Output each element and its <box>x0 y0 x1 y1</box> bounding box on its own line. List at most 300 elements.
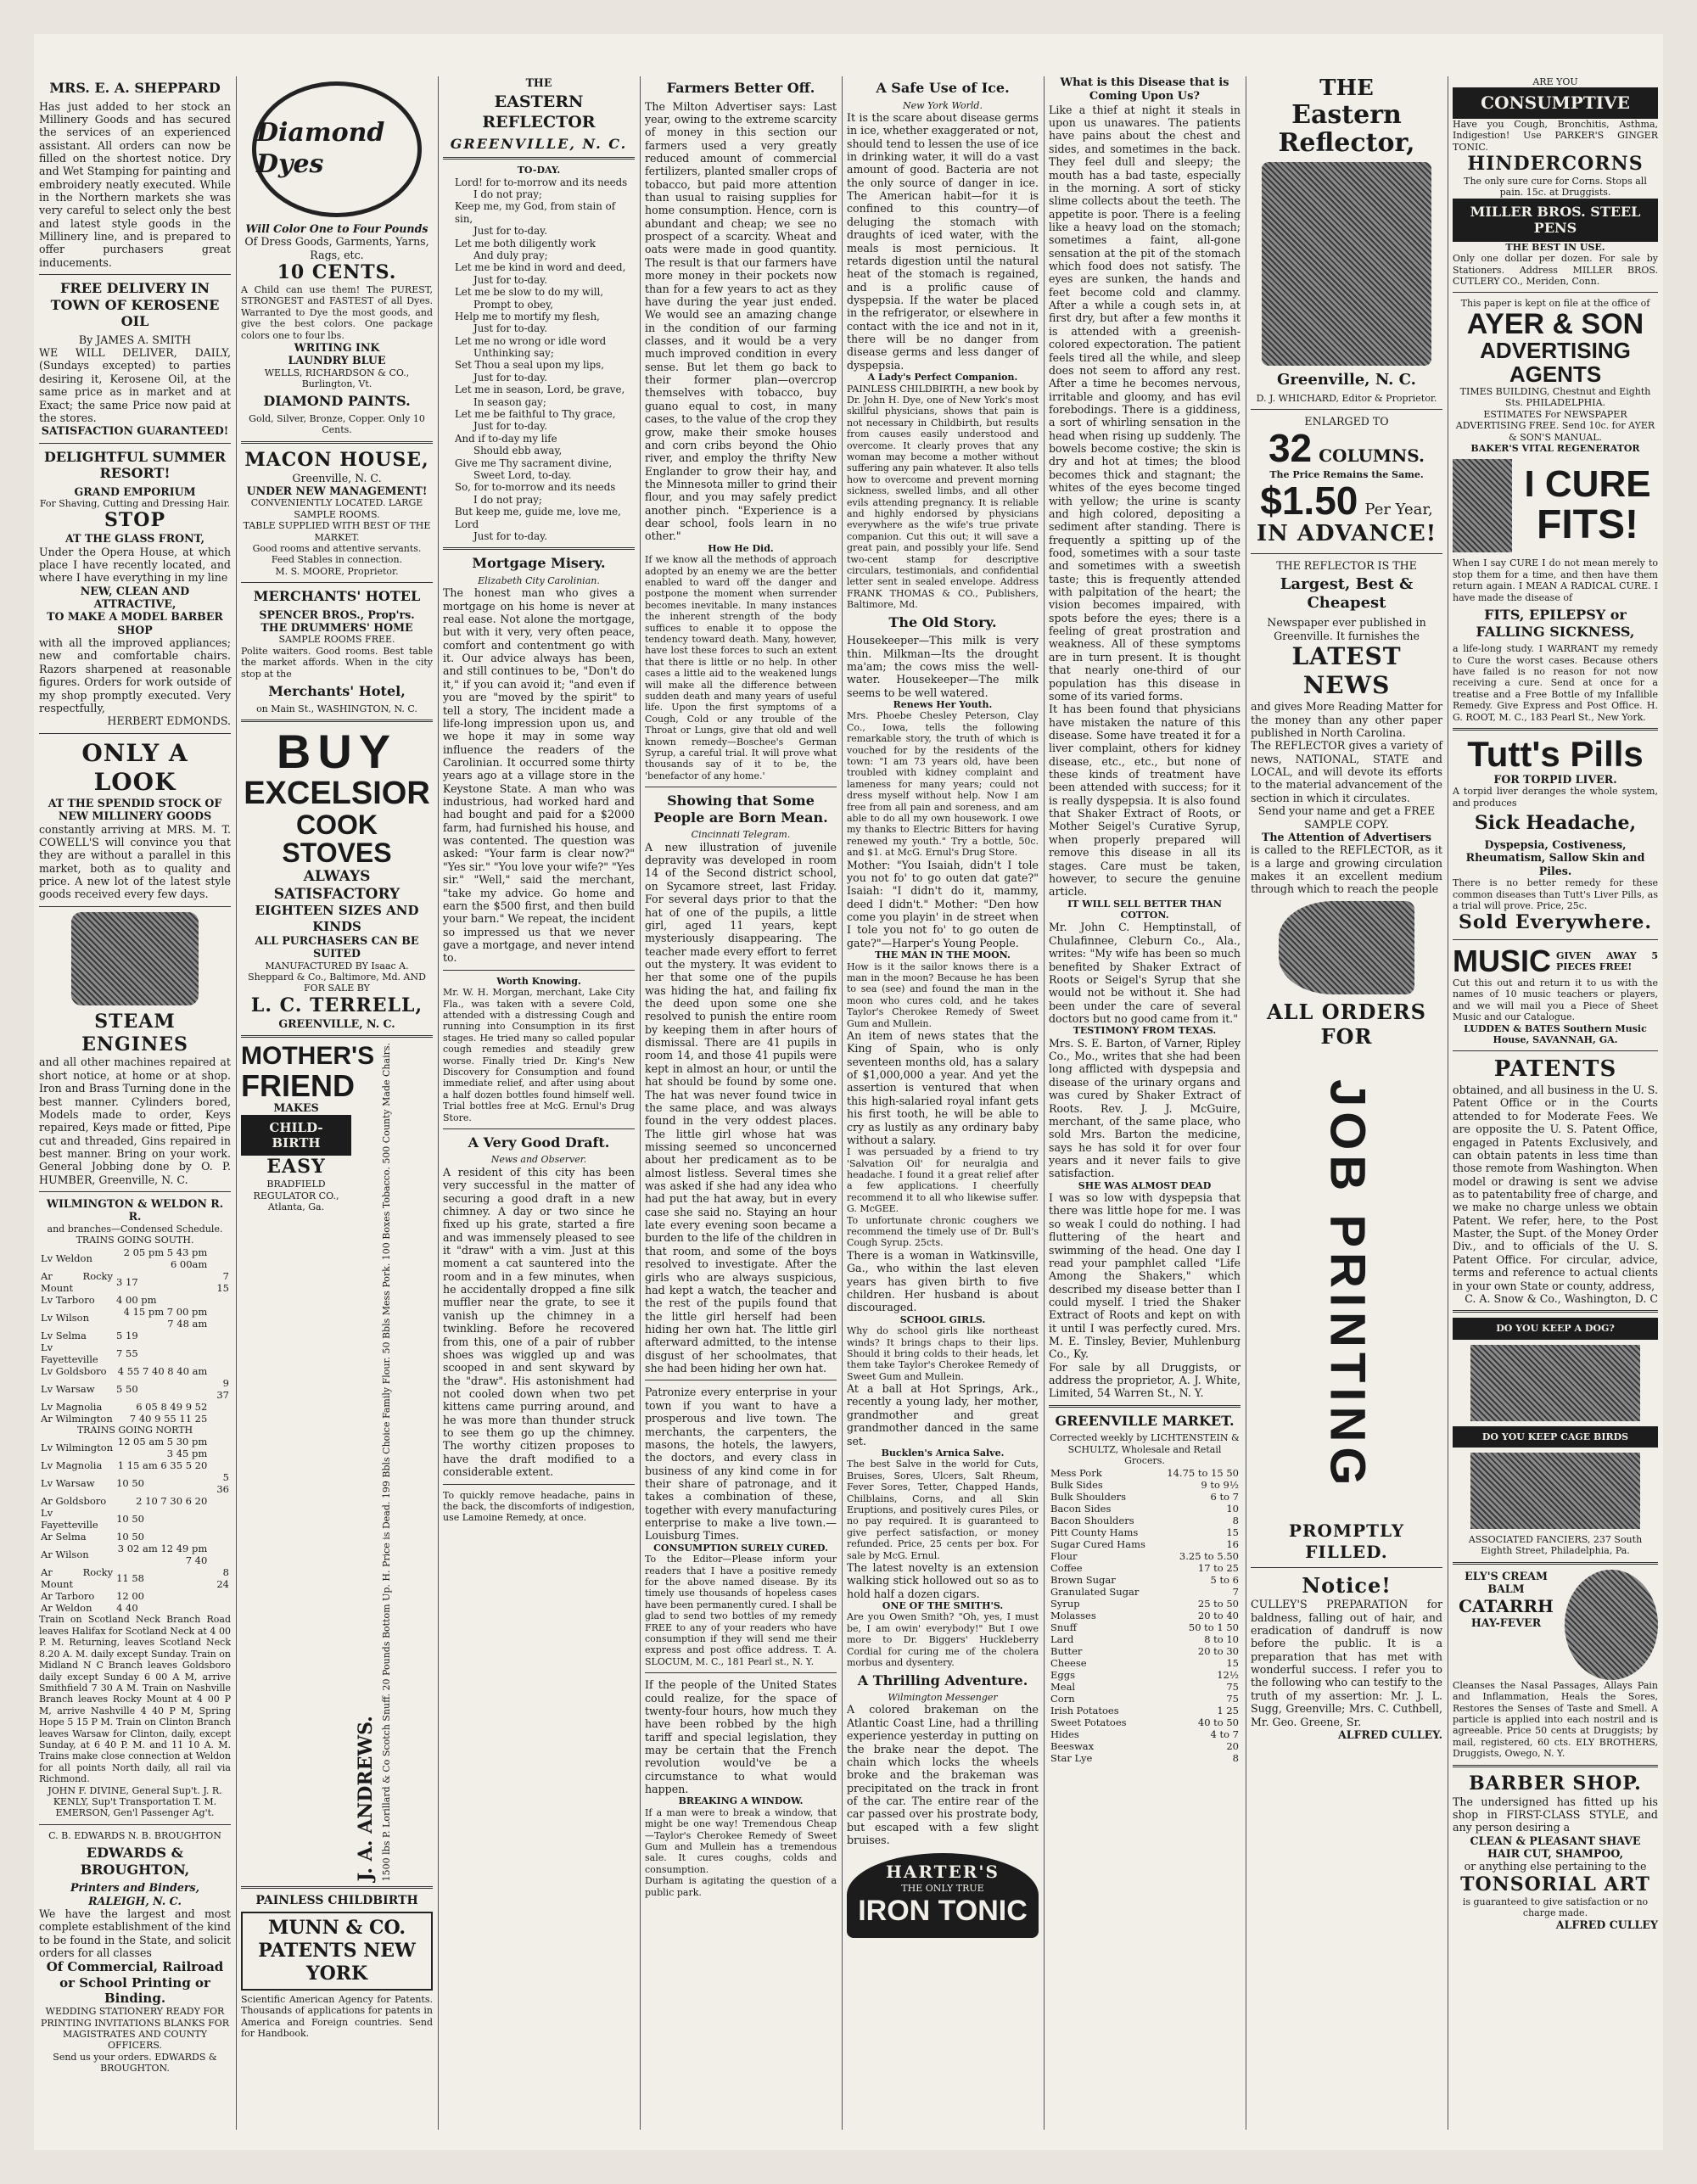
schedule-row-value <box>209 1590 231 1602</box>
column-4 <box>640 76 842 2130</box>
poem-line: Just for to-day. <box>473 420 547 433</box>
schedule-row-value: 2 10 7 30 6 20 <box>136 1495 208 1508</box>
texas-text: Mrs. S. E. Barton, of Varner, Ripley Co., Mo., writes that she had been long afflicted with dyspepsia and disease of the urinary organs and was cured by Shaker Extract of Roots. Rev. J. J. McGuire, merchant, of the same place, who sold Mrs. Barton the medicine, says he has sold it for over four years and it never fails to give satisfaction. <box>1049 1036 1241 1180</box>
glass-front: AT THE GLASS FRONT, <box>64 532 205 546</box>
macon-title: MACON HOUSE, <box>244 448 429 471</box>
market-row-value: 14.75 to 15 50 <box>1167 1466 1239 1479</box>
disease-title: What is this Disease that is Coming Upon Us? <box>1060 76 1229 103</box>
editor-line: D. J. WHICHARD, Editor & Proprietor. <box>1256 392 1437 404</box>
column-6 <box>1044 76 1246 2130</box>
poem-line: Just for to-day. <box>473 225 547 238</box>
market-sub: Corrected weekly by LICHTENSTEIN & SCHULTZ, Wholesale and Retail Grocers. <box>1050 1432 1240 1467</box>
merchants-title: MERCHANTS' HOTEL <box>253 588 421 605</box>
per-year: Per Year, <box>1364 501 1433 519</box>
always-satisfactory: ALWAYS SATISFACTORY <box>273 867 400 903</box>
market-row-value: 20 to 30 <box>1197 1644 1239 1657</box>
schedule-row-label: Ar Rocky Mount <box>41 1566 114 1591</box>
schedule-row <box>39 1495 231 1507</box>
reflector-is: THE REFLECTOR IS THE <box>1276 559 1417 573</box>
market-row-label: Bulk Sides <box>1050 1478 1103 1491</box>
steam-text: and all other machines repaired at short notice, at home or at shop. Iron and Brass Turning done in the best manner. Cylinders bored, Models made to order, Keys repaired, Keys made or fitted, Pipe cut and threaded, Gins repaired in best manner. Bring on your work. General Jobbing done by O. P. HUMBER, Greenville, N. C. <box>39 1056 231 1186</box>
schedule-south <box>39 1246 231 1425</box>
columns-label: COLUMNS. <box>1319 445 1425 467</box>
durham-text: Durham is agitating the question of a public park. <box>645 1875 837 1898</box>
advertisers-text: is called to the REFLECTOR, as it is a large and growing circulation makes it an excellent medium through which to reach the people <box>1251 843 1442 896</box>
schedule-row-value: 5 36 <box>216 1471 229 1496</box>
notice-heading: Notice! <box>1302 1573 1392 1599</box>
thrill-title: A Thrilling Adventure. <box>857 1672 1028 1688</box>
col3-end: To quickly remove headache, pains in the back, the discomforts of indigestion, use Lamoine Remedy, at once. <box>443 1489 635 1524</box>
today-title: TO-DAY. <box>517 165 561 176</box>
culley-sign-8: ALFRED CULLEY <box>1555 1918 1658 1932</box>
estimates-text: ESTIMATES For NEWSPAPER ADVERTISING FREE. Send 10c. for AYER & SON'S MANUAL. <box>1455 408 1655 443</box>
look-sub: AT THE SPENDID STOCK OF NEW MILLINERY GOODS <box>48 796 222 823</box>
tonsorial-line: TONSORIAL ART <box>1460 1873 1650 1896</box>
market-row-value: 12½ <box>1217 1668 1239 1681</box>
disease-text2: It has been found that physicians have mistaken the nature of this disease. Some have treated it for a liver complaint, others for kidney disease, etc., etc., but none of these kinds of treatment have been attended with success; for it is really dyspepsia. It is also found that Shaker Extract of Roots, or Mother Seigel's Curative Syrup, when properly prepared will remove this disease in all its stages. Care must be taken, however, to secure the genuine article. <box>1049 703 1241 899</box>
born-source: Cincinnati Telegram. <box>691 829 791 841</box>
edwards-wedding: WEDDING STATIONERY READY FOR PRINTING INVITATIONS BLANKS FOR MAGISTRATES AND COUNTY OFFICERS. <box>40 2006 230 2052</box>
market-row-label: Hides <box>1050 1728 1079 1740</box>
schedule-row-label: Lv Magnolia <box>41 1400 103 1413</box>
renew-text: Mrs. Phoebe Chesley Peterson, Clay Co., Iowa, tells the following remarkable story, the truth of which is vouched for by the residents of the town: "I am 73 years old, have been troubled with kidney complaint and lameness for many years; could not dress myself without help. Now I am free from all pain and soreness, and am able to do all my own housework. I owe my thanks to Electric Bitters for having renewed my youth." Try a bottle, 50c. and $1. at McG. Ernul's Drug Store. <box>847 710 1039 859</box>
fits-text2: a life-long study. I WARRANT my remedy to Cure the worst cases. Because others have failed is no reason for not now receiving a cure. Send at once for a treatise and a Free Bottle of my Infallible Remedy. Give Express and Post Office. H. G. ROOT, M. C., 183 Pearl St., New York. <box>1453 643 1658 723</box>
poem-line: Just for to-day. <box>473 529 547 542</box>
ice-text: It is the scare about disease germs in ice, whether exaggerated or not, should tend to lessen the use of ice in drinking water, it will do a vast amount of good. Bacteria are not the only source of danger in ice. The American habit—for it is confined to this country—of deluging the stomach with draughts of iced water, with the meals is most pernicious. It retards digestion until the natural heat of the stomach is regained, and is a prolific cause of dyspepsia. If the water be placed in the refrigerator, or elsewhere in contact with the ice and not in it, there will be no danger from disease germs and less danger of dyspepsia. <box>847 110 1039 372</box>
poem-line: So, for to-morrow and its needs <box>455 481 616 494</box>
consumption-text: To the Editor—Please inform your readers that I have a positive remedy for the above named disease. By its timely use thousands of hopeless cases have been permanently cured. I shall be glad to send two bottles of my remedy FREE to any of your readers who have consumption if they will send me their express and post office address. T. A. SLOCUM, M. C., 181 Pearl st., N. Y. <box>645 1554 837 1667</box>
market-row-value: 8 <box>1232 1514 1239 1526</box>
market-row-label: Sweet Potatoes <box>1050 1716 1127 1728</box>
merchants-place: on Main St., WASHINGTON, N. C. <box>256 703 417 714</box>
poem-line: Just for to-day. <box>473 371 547 384</box>
harter-sub: THE ONLY TRUE <box>901 1882 984 1894</box>
schedule-row-label: Lv Goldsboro <box>41 1364 107 1377</box>
schedule-row-value: 12 05 am 5 30 pm 3 45 pm <box>117 1436 208 1460</box>
market-row-value: 5 to 6 <box>1210 1573 1239 1586</box>
railroad-title: WILMINGTON & WELDON R. R. <box>46 1197 224 1224</box>
column-1 <box>34 76 236 2130</box>
miller-text: Only one dollar per dozen. For sale by Stationers. Address MILLER BROS. CUTLERY CO., Meriden, Conn. <box>1453 253 1658 287</box>
market-row-value: 40 to 50 <box>1197 1716 1239 1728</box>
stop-heading: STOP <box>104 509 165 532</box>
andrews-text: 1500 lbs P. Lorillard & Co Scotch Snuff. 20 Pounds Bottom Up. H. Price is Dead. 199 Bbls Choice Family Flour. 50 Bbls Mess Pork. 100 Boxes Tobacco. 500 County Made Chairs. <box>380 1043 392 1882</box>
market-row-value: 1 25 <box>1217 1704 1239 1716</box>
schedule-row-value: 1 15 am 6 35 5 20 <box>117 1459 208 1472</box>
schedule-row <box>39 1507 231 1531</box>
kerosene-title: FREE DELIVERY IN TOWN OF KEROSENE OIL <box>50 280 220 330</box>
market-row <box>1049 1574 1241 1586</box>
kerosene-text: WE WILL DELIVER, DAILY, (Sundays excepted) to parties desiring it, Kerosene Oil, at the same price as in market and at Exact; the same Price now paid at the stores. <box>39 346 231 424</box>
railroad-sub: and branches—Condensed Schedule. <box>47 1223 223 1235</box>
advertising-agents: ADVERTISING AGENTS <box>1480 338 1631 387</box>
barber-heading: BARBER SHOP. <box>1469 1772 1642 1795</box>
schedule-row-value <box>209 1330 231 1341</box>
market-row-label: Sugar Cured Hams <box>1050 1537 1145 1550</box>
schedule-row-value: 4 40 <box>116 1602 138 1615</box>
sheppard-text: Has just added to her stock an Millinery Goods and has secured the services of an experienced assistant. All orders can now be filled on the shortest notice. Dry and Wet Stamping for painting and embroidery neatly executed. While in the Northern markets she was very careful to select only the best and latest style goods in the Millinery line, and is prepared to offer purchasers great inducements. <box>39 99 231 269</box>
farmers-text: The Milton Advertiser says: Last year, owing to the extreme scarcity of money in this section our farmers used a very greatly reduced amount of commercial fertilizers, planted smaller crops of tobacco, but paid more attention than usual to raising supplies for home consumption. Hence, corn is abundant and cheap; we see no prospect of a scarcity. Wheat and oats were made in good quantity. The result is that our farmers have more money in their pockets now than for a few years to act as they have during the year just ended. We would see an amazing change in the condition of our farming classes, and it would be a very much improved condition in every sense. But let them go back to their former plan—overcrop themselves with tobacco, buy guano equal to cost, in many cases, to the value of the crop they grow, make their smoke houses and corn cribs beyond the Ohio river, and employ the thrifty New Englander to grow their hay, and the Minnesota miller to grind their flour, and you may safely predict another pinch. "Experience is a dear school, fools learn in no other." <box>645 99 837 543</box>
thrill-text: A colored brakeman on the Atlantic Coast Line, had a thrilling experience yesterday in putting on the brake near the depot. The chain which locks the wheels broke and the brakeman was precipitated on the track in front of the car. The entire rear of the car passed over his prostrate body, but escaped with a few slight bruises. <box>847 1703 1039 1847</box>
draft-source: News and Observer. <box>490 1154 587 1166</box>
paper-kept: This paper is kept on file at the office of <box>1460 298 1650 310</box>
columns-number: 32 <box>1268 426 1313 471</box>
market-row <box>1049 1550 1241 1562</box>
schedule-row-value: 5 50 <box>116 1382 138 1395</box>
fits-heading: FITS! <box>1537 502 1638 548</box>
music-text: Cut this out and return it to us with the names of 10 music teachers or players, and we will mail you a Piece of Sheet Music and our Catalogue. <box>1453 977 1658 1023</box>
schedule-row-label: Lv Magnolia <box>41 1459 103 1472</box>
terrell-place: GREENVILLE, N. C. <box>278 1016 395 1030</box>
excelsior-heading: EXCELSIOR <box>244 775 430 811</box>
market-row-label: Meal <box>1050 1680 1076 1693</box>
how-text: If we know all the methods of approach adopted by an enemy we are the better enabled to ward off the danger and postpone the moment when surrender becomes inevitable. In many instances the inherent strength of the body suffices to enable it to oppose the tendency toward death. Many, however, have lost these forces to such an extent that there is little or no help. In other cases a little aid to the weakened lungs will make all the difference between sudden death and many years of useful life. Upon the first symptoms of a Cough, Cold or any trouble of the Throat or Lungs, give that old and well known remedy—Boschee's German Syrup, a careful trial. It will prove what thousands say of it to be, the 'benefactor of any home.' <box>645 554 837 781</box>
elys-heading: ELY'S CREAM BALM <box>1465 1569 1548 1596</box>
fits-disease: FITS, EPILEPSY or FALLING SICKNESS, <box>1476 607 1635 640</box>
cage-birds-heading: DO YOU KEEP CAGE BIRDS <box>1453 1426 1658 1448</box>
send-sample: Send your name and get a FREE SAMPLE COPY. <box>1257 804 1436 831</box>
schedule-row-value: 7 55 <box>116 1347 138 1359</box>
schedule-row <box>39 1590 231 1602</box>
patronize-text: Patronize every enterprise in your town if you want to have a prosperous and live town. The merchants, the carpenters, the masons, the hotels, the lawyers, the doctors, and every class in business of any kind come in for their share of patronage, and it takes a combination of these, together with every manufacturing enterprise to make a live town.—Louisburg Times. <box>645 1386 837 1543</box>
market-row-value: 6 to 7 <box>1210 1490 1239 1503</box>
schedule-row <box>39 1401 231 1413</box>
old-title: The Old Story. <box>888 613 997 630</box>
unfortunate-text: To unfortunate chronic coughers we recommend the timely use of Dr. Bull's Cough Syrup. 25cts. <box>847 1214 1039 1249</box>
sold-everywhere: Sold Everywhere. <box>1458 911 1653 934</box>
sizes-kinds: EIGHTEEN SIZES AND KINDS <box>255 903 419 934</box>
variety-text: The REFLECTOR gives a variety of news, NATIONAL, STATE and LOCAL, and will devote its efforts to the material advancement of the section in which it circulates. <box>1251 739 1442 804</box>
persuaded-text: I was persuaded by a friend to try 'Salvation Oil' for neuralgia and headache. I found it a great relief after a few applications. I cheerfully recommend it to all who likewise suffer. G. McGEE. <box>847 1146 1039 1215</box>
dyspepsia-line: Dyspepsia, Costiveness, Rheumatism, Sallow Skin and Piles. <box>1465 838 1645 877</box>
new-clean: NEW, CLEAN AND ATTRACTIVE, <box>80 584 190 611</box>
schedule-row <box>39 1543 231 1566</box>
tutts-text2: There is no better remedy for these common diseases than Tutt's Liver Pills, as a trial will prove. Price, 25c. <box>1453 877 1658 911</box>
schedule-row <box>39 1566 231 1590</box>
promptly-filled: PROMPTLY FILLED. <box>1288 1520 1405 1562</box>
poem-line: Let me be faithful to Thy grace, <box>455 408 616 421</box>
market-row <box>1049 1467 1241 1479</box>
schedule-row <box>39 1270 231 1294</box>
market-row-value: 7 <box>1232 1585 1239 1598</box>
masthead-the-7: THE <box>1319 76 1374 101</box>
market-title: GREENVILLE MARKET. <box>1055 1412 1235 1429</box>
schedule-row <box>39 1413 231 1425</box>
schedule-row <box>39 1330 231 1341</box>
column-5 <box>842 76 1044 2130</box>
tutts-heading: Tutt's Pills <box>1467 733 1644 774</box>
schedule-row <box>39 1306 231 1330</box>
market-row-label: Irish Potatoes <box>1050 1704 1119 1716</box>
schedule-row-label: Lv Wilson <box>41 1311 89 1324</box>
pointing-hand-illustration <box>1279 901 1414 994</box>
edwards-sub: Printers and Binders, RALEIGH, N. C. <box>70 1881 199 1907</box>
poem-line: But keep me, guide me, love me, Lord <box>455 506 621 530</box>
market-row-label: Pitt County Hams <box>1050 1526 1139 1538</box>
market-row-label: Flour <box>1050 1549 1078 1562</box>
lady-title: A Lady's Perfect Companion. <box>867 372 1018 384</box>
glass-text: Under the Opera House, at which place I have recently located, and where I have everything in my line <box>39 545 231 585</box>
market-row-value: 15 <box>1226 1656 1239 1669</box>
miller-heading: MILLER BROS. STEEL PENS <box>1453 199 1658 242</box>
kerosene-sub: SATISFACTION GUARANTEED! <box>41 424 229 438</box>
buy-heading: BUY <box>276 724 398 778</box>
moon-text: How is it the sailor knows there is a man in the moon? Because he has been to sea (see) and found the man in the moon who cures cold, and he takes Taylor's Cherokee Remedy of Sweet Gum and Mullein. <box>847 960 1039 1029</box>
terrell-name: L. C. TERRELL, <box>250 994 423 1016</box>
smiths-title: ONE OF THE SMITH'S. <box>882 1600 1004 1612</box>
patents-logo: MUNN & CO. PATENTS NEW YORK <box>241 1912 433 1990</box>
renew-title: Renews Her Youth. <box>893 698 993 710</box>
mother-text: Mother: "You Isaiah, didn't I tole you not fo' to go outen dat gate?" Isaiah: "I didn't do it, mammy, deed I didn't." Mother: "Den how come you playin' in de street when I tole you not fo' to go outen de gate?"—Harper's Young People. <box>847 858 1039 949</box>
poem-line: Set Thou a seal upon my lips, <box>455 359 604 372</box>
poem-line: In season gay; <box>473 395 546 408</box>
schedule-row <box>39 1436 231 1459</box>
market-row-value: 50 to 1 50 <box>1188 1621 1239 1633</box>
ayer-text: TIMES BUILDING, Chestnut and Eighth Sts. PHILADELPHIA. <box>1459 386 1651 409</box>
harter-logo: HARTER'S <box>886 1862 1000 1883</box>
schedule-row <box>39 1459 231 1471</box>
i-cure-heading: I CURE <box>1524 463 1651 506</box>
barber-sign: HERBERT EDMONDS. <box>107 714 231 728</box>
bird-illustration <box>1470 1453 1640 1529</box>
disease-text: Like a thief at night it steals in upon us unawares. The patients have pains about the chest and sides, and sometimes in the back. They feel dull and sleepy; the mouth has a bad taste, especially in the morning. A sort of sticky slime collects about the teeth. The appetite is poor. There is a feeling like a heavy load on the stomach; sometimes a faint, all-gone sensation at the pit of the stomach which food does not satisfy. The eyes are sunken, the hands and feet become cold and clammy. After a while a cough sets in, at first dry, but after a few months it is attended with a greenish-colored expectoration. The patient feels tired all the while, and sleep does not seem to afford any rest. After a time he becomes nervous, irritable and gloomy, and has evil forebodings. There is a giddiness, a sort of whirling sensation in the head when rising up suddenly. The bowels become costive; the skin is dry and hot at times; the blood becomes thick and stagnant; the whites of the eyes become tinged with yellow; the urine is scanty and high colored, depositing a sediment after standing. There is frequently a spitting up of the food, sometimes with a sour taste and sometimes with a sweetish taste; this is frequently attended with palpitation of the heart; the vision becomes impaired, with spots before the eyes; there is a feeling of great prostration and weakness. All of these symptoms are in turn present. It is thought that nearly one-third of our population has this disease in some of its varied forms. <box>1049 103 1241 703</box>
are-you: ARE YOU <box>1532 76 1578 87</box>
lady-text: PAINLESS CHILDBIRTH, a new book by Dr. John H. Dye, one of New York's most skillful physicians, shows that pain is not necessary in Childbirth, but results from causes easily understood and overcome. It clearly proves that any woman may become a mother without suffering any pain whatever. It also tells how to overcome and prevent morning sickness, swelled limbs, and all other evils attending pregnancy. It is reliable and highly endorsed by physicians everywhere as the wife's true private companion. Cut this out; it will save a great pain, and possibly your life. Send two-cent stamp for descriptive circulars, testimonials, and confidential letter sent in sealed envelope. Address FRANK THOMAS & CO., Publishers, Baltimore, Md. <box>847 383 1039 611</box>
schedule-row-value: 5 19 <box>116 1329 138 1341</box>
diamond-company: WELLS, RICHARDSON & CO., Burlington, Vt. <box>264 367 410 390</box>
poem-line: Help me to mortify my flesh, <box>455 310 600 322</box>
poem-line: Prompt to obey, <box>473 298 553 311</box>
given-away: GIVEN AWAY 5 PIECES FREE! <box>1556 949 1658 973</box>
music-heading: MUSIC <box>1453 944 1551 979</box>
schedule-row <box>39 1377 231 1401</box>
catarrh-face-illustration <box>1565 1570 1658 1680</box>
snow-sign: C. A. Snow & Co., Washington, D. C <box>1465 1291 1658 1305</box>
how-title: How He Did. <box>708 542 774 554</box>
look-title: ONLY A LOOK <box>81 738 188 796</box>
makes-label: MAKES <box>273 1101 319 1115</box>
painless-heading: PAINLESS CHILDBIRTH <box>255 1894 418 1908</box>
schedule-row-value: 10 50 <box>116 1531 145 1543</box>
market-row-value: 8 <box>1232 1751 1239 1764</box>
market-row <box>1049 1681 1241 1693</box>
edwards-send: Send us your orders. EDWARDS & BROUGHTON. <box>53 2051 217 2075</box>
poem-line: Let me be kind in word and deed, <box>455 261 626 274</box>
ice-source: New York World. <box>903 99 983 111</box>
manufactured-by: MANUFACTURED BY Isaac A. Sheppard & Co., Baltimore, Md. AND FOR SALE BY <box>248 960 426 994</box>
woman-text: There is a woman in Watkinsville, Ga., who within the last eleven years has given birth to five children. Her husband is about discouraged. <box>847 1248 1039 1314</box>
schedule-row <box>39 1294 231 1306</box>
market-row-value: 15 <box>1226 1526 1239 1538</box>
schedule-row-label: Lv Weldon <box>41 1252 92 1264</box>
ludden-text: LUDDEN & BATES Southern Music House, SAVANNAH, GA. <box>1464 1022 1647 1045</box>
schedule-row-label: Ar Goldsboro <box>41 1495 107 1508</box>
schedule-row-value: 9 37 <box>216 1376 229 1401</box>
elys-text: Cleanses the Nasal Passages, Allays Pain and Inflammation, Heals the Sores, Restores the Senses of Taste and Smell. A particle is applied into each nostril and is agreeable. Price 50 cents at Druggists; by mail, registered, 60 cts. ELY BROTHERS, Druggists, Owego, N. Y. <box>1453 1679 1658 1760</box>
consumption-title: CONSUMPTION SURELY CURED. <box>653 1542 828 1554</box>
schedule-row-label: Lv Warsaw <box>41 1477 95 1490</box>
market-row <box>1049 1669 1241 1681</box>
schedule-row-value: 3 02 am 12 49 pm 7 40 <box>117 1543 208 1567</box>
market-row <box>1049 1716 1241 1728</box>
market-table <box>1049 1467 1241 1764</box>
shave-line: CLEAN & PLEASANT SHAVE <box>1470 1834 1641 1847</box>
market-row <box>1049 1657 1241 1669</box>
dead-title: SHE WAS ALMOST DEAD <box>1078 1179 1212 1191</box>
barber-text2: or anything else pertaining to the <box>1464 1860 1647 1873</box>
market-row-label: Cheese <box>1050 1656 1087 1669</box>
childbirth-label: CHILD-BIRTH <box>241 1115 351 1156</box>
misery-title: Mortgage Misery. <box>472 555 606 572</box>
schedule-row-label: Lv Fayetteville <box>41 1507 98 1532</box>
writing-ink: WRITING INK <box>294 340 380 354</box>
dead-text: I was so low with dyspepsia that there was little hope for me. I was so weak I could do nothing. I had fluttering of the heart and swimming of the head. One day I read your pamphlet called "Life Among the Shakers," which described my disease better than I could myself. I tried the Shaker Extract of Roots and kept on with it until I was perfectly cured. Mrs. M. E. Tinsley, Bevier, Muhlenburg Co., Ky. <box>1049 1191 1241 1361</box>
schedule-row-value: 8 24 <box>216 1566 229 1591</box>
all-orders: ALL ORDERS FOR <box>1267 999 1426 1049</box>
market-row-label: Star Lye <box>1050 1751 1093 1764</box>
market-row <box>1049 1633 1241 1645</box>
macon-table: TABLE SUPPLIED WITH BEST OF THE MARKET. <box>243 520 431 543</box>
model-barber: TO MAKE A MODEL BARBER SHOP <box>47 610 223 636</box>
smiths-text: Are you Owen Smith? "Oh, yes, I must be, I am owin' everybody!" But I owe more to Dr. Biggers' Huckleberry Cordial for curing me of the cholera morbus and dysentery. <box>847 1611 1039 1669</box>
printing-press-illustration <box>1262 162 1431 366</box>
schedule-row-value: 4 00 pm <box>116 1293 157 1306</box>
window-title: BREAKING A WINDOW. <box>678 1795 804 1807</box>
market-row <box>1049 1621 1241 1633</box>
merchants-name: Merchants' Hotel, <box>268 683 406 700</box>
masthead-name-7: Eastern Reflector, <box>1278 99 1415 158</box>
ball-text: At a ball at Hot Springs, Ark., recently a young lady, her mother, grandmother and great grandmother danced in the same set. <box>847 1382 1039 1448</box>
diamond-items: Of Dress Goods, Garments, Yarns, Rags, etc. <box>244 235 429 261</box>
hindercorns-text: The only sure cure for Corns. Stops all pain. 15c. at Druggists. <box>1464 175 1647 199</box>
schedule-row <box>39 1602 231 1614</box>
schedule-row-label: Lv Warsaw <box>41 1382 95 1395</box>
poem-line: I do not pray; <box>473 188 542 201</box>
price-value: $1.50 <box>1260 479 1358 524</box>
schedule-row <box>39 1365 231 1377</box>
price-note: The Price Remains the Same. <box>1269 468 1424 480</box>
schedule-row-value: 11 58 <box>116 1572 145 1585</box>
kerosene-by: By JAMES A. SMITH <box>78 333 192 346</box>
fits-text: When I say CURE I do not mean merely to stop them for a time, and then have them return again. I MEAN A RADICAL CURE. I have made the disease of <box>1453 557 1658 603</box>
market-row <box>1049 1562 1241 1574</box>
look-text: constantly arriving at MRS. M. T. COWELL'S will convince you that they are without a parallel in this market, both as to quality and price. A new lot of the latest style goods received every few days. <box>39 822 231 901</box>
masthead-name: EASTERN REFLECTOR <box>482 92 596 132</box>
enlarged-label: ENLARGED TO <box>1304 414 1389 428</box>
poem-line: Should ebb away, <box>473 445 563 457</box>
macon-mgmt: UNDER NEW MANAGEMENT! <box>246 484 428 497</box>
worth-text: Mr. W. H. Morgan, merchant, Lake City Fla., was taken with a severe Cold, attended with a distressing Cough and running into Consumption in its first stages. He tried many so called popular cough remedies and steadily grew worse. Finally tried Dr. King's New Discovery for Consumption and found immediate relief, and after using about a half dozen bottles found himself well. Trial bottles free at McG. Ernul's Drug Store. <box>443 987 635 1123</box>
still-text: Mr. John C. Hemptinstall, of Chulafinnee, Cleburn Co., Ala., writes: "My wife has been so much benefited by Shaker Extract of Roots or Seigel's Syrup that she would not be without it. She had been under the care of several doctors but no good came from it." <box>1049 921 1241 1025</box>
market-row <box>1049 1515 1241 1526</box>
schedule-row <box>39 1471 231 1495</box>
notice-text: CULLEY'S PREPARATION for baldness, falling out of hair, and eradication of dandruff is now before the public. It is a preparation that has met with wonderful success. I refer you to the following who can testify to the truth of my assertion: Mr. J. L. Sugg, Greenville; Mrs. C. Cuthbell, Mr. Geo. Greene, Sr. <box>1251 1598 1442 1728</box>
market-row-label: Snuff <box>1050 1621 1077 1633</box>
macon-prop: M. S. MOORE, Proprietor. <box>275 565 399 577</box>
schedule-row-value: 3 17 <box>116 1275 138 1288</box>
diamond-dyes-logo: Diamond Dyes <box>252 81 422 217</box>
andrews-name: J. A. ANDREWS. <box>355 1716 377 1882</box>
largest-best: Largest, Best & Cheapest <box>1280 575 1414 613</box>
schedule-row <box>39 1531 231 1543</box>
purchasers-suited: ALL PURCHASERS CAN BE SUITED <box>255 933 419 960</box>
market-row <box>1049 1479 1241 1491</box>
schedule-row-label: Lv Wilmington <box>41 1442 114 1454</box>
school-title: SCHOOL GIRLS. <box>899 1313 986 1325</box>
schedule-row-label: Lv Tarboro <box>41 1293 95 1306</box>
place-7: Greenville, N. C. <box>1277 370 1416 389</box>
schedule-row-value: 4 55 7 40 8 40 am <box>117 1364 208 1377</box>
dog-heading: DO YOU KEEP A DOG? <box>1453 1318 1658 1339</box>
miller-sub: THE BEST IN USE. <box>1505 241 1605 253</box>
market-row-label: Molasses <box>1050 1609 1096 1621</box>
macon-rooms: Good rooms and attentive servants. <box>252 542 422 554</box>
poem-line: Let me both diligently work <box>455 237 596 249</box>
market-row <box>1049 1538 1241 1550</box>
poem-line: And if to-day my life <box>455 432 557 445</box>
schedule-north <box>39 1436 231 1614</box>
market-row-label: Eggs <box>1050 1668 1076 1681</box>
market-row <box>1049 1586 1241 1598</box>
hindercorns-heading: HINDERCORNS <box>1467 153 1644 176</box>
thrill-source: Wilmington Messenger <box>888 1692 998 1704</box>
resort-text: For Shaving, Cutting and Dressing Hair. <box>39 498 231 509</box>
reading-text: and gives More Reading Matter for the money than any other paper published in North Carolina. <box>1251 700 1442 740</box>
market-row-value: 25 to 50 <box>1197 1597 1239 1610</box>
misery-source: Elizabeth City Carolinian. <box>478 574 600 586</box>
cook-stoves-heading: COOK STOVES <box>282 809 392 869</box>
consumptive-heading: CONSUMPTIVE <box>1453 87 1658 118</box>
steam-title: STEAM ENGINES <box>81 1010 188 1056</box>
schedule-row-value <box>209 1341 231 1365</box>
edwards-title: EDWARDS & BROUGHTON, <box>80 1845 190 1878</box>
latest-news: LATEST NEWS <box>1291 642 1402 700</box>
friend-heading: FRIEND <box>241 1067 355 1103</box>
mothers-heading: MOTHER'S <box>241 1042 375 1071</box>
market-row-label: Bacon Sides <box>1050 1502 1112 1515</box>
diamond-paints: DIAMOND PAINTS. <box>263 393 411 410</box>
bucklen-title: Bucklen's Arnica Salve. <box>881 1447 1005 1459</box>
worth-title: Worth Knowing. <box>496 975 581 987</box>
school-text: Why do school girls like northeast winds? It brings chaps to their lips. Should it bring colds to their heads, let them take Taylor's Cherokee Remedy of Sweet Gum and Mullein. <box>847 1325 1039 1382</box>
market-row-value: 17 to 25 <box>1197 1561 1239 1574</box>
edwards-classes: Of Commercial, Railroad or School Printing or Binding. <box>46 1959 224 2006</box>
poem-line: Just for to-day. <box>473 273 547 286</box>
market-row-label: Mess Pork <box>1050 1466 1102 1479</box>
masthead-the: THE <box>525 76 552 89</box>
spain-text: An item of news states that the King of Spain, who is only seventeen months old, has a salary of $1,000,000 a year. And yet the assertion is ventured that when this high-salaried royal infant gets his first tooth, he will be able to cry as lustily as any ordinary baby without a salary. <box>847 1029 1039 1146</box>
merchants-text: Polite waiters. Good rooms. Best table the market affords. When in the city stop at the <box>241 645 433 680</box>
in-advance: IN ADVANCE! <box>1256 521 1437 547</box>
schedule-row-label: Ar Wilson <box>41 1548 89 1561</box>
column-2 <box>236 76 438 2130</box>
market-row-value: 75 <box>1226 1692 1239 1705</box>
fanciers-text: ASSOCIATED FANCIERS, 237 South Eighth Street, Philadelphia, Pa. <box>1468 1534 1643 1557</box>
trains-south: TRAINS GOING SOUTH. <box>76 1235 194 1246</box>
born-title: Showing that Some People are Born Mean. <box>653 792 828 826</box>
texas-title: TESTIMONY FROM TEXAS. <box>1073 1025 1217 1037</box>
poem-line: Just for to-day. <box>473 322 547 335</box>
sale-text: For sale by all Druggists, or address the proprietor, A. J. White, Limited, 54 Warren St., N. Y. <box>1049 1360 1241 1400</box>
sick-headache: Sick Headache, <box>1474 812 1637 835</box>
schedule-row-value <box>209 1602 231 1614</box>
market-row <box>1049 1645 1241 1657</box>
diamond-color: Will Color One to Four Pounds <box>245 222 428 235</box>
macon-feed: Feed Stables in connection. <box>271 554 403 566</box>
diamond-text: A Child can use them! The PUREST, STRONGEST and FASTEST of all Dyes. Warranted to Dye the most goods, and give the best colors. One package colors one to four lbs. <box>241 283 433 341</box>
schedule-row-value: 7 40 9 55 11 25 <box>129 1412 208 1425</box>
poem-line: Let me in season, Lord, be grave, <box>455 384 625 396</box>
